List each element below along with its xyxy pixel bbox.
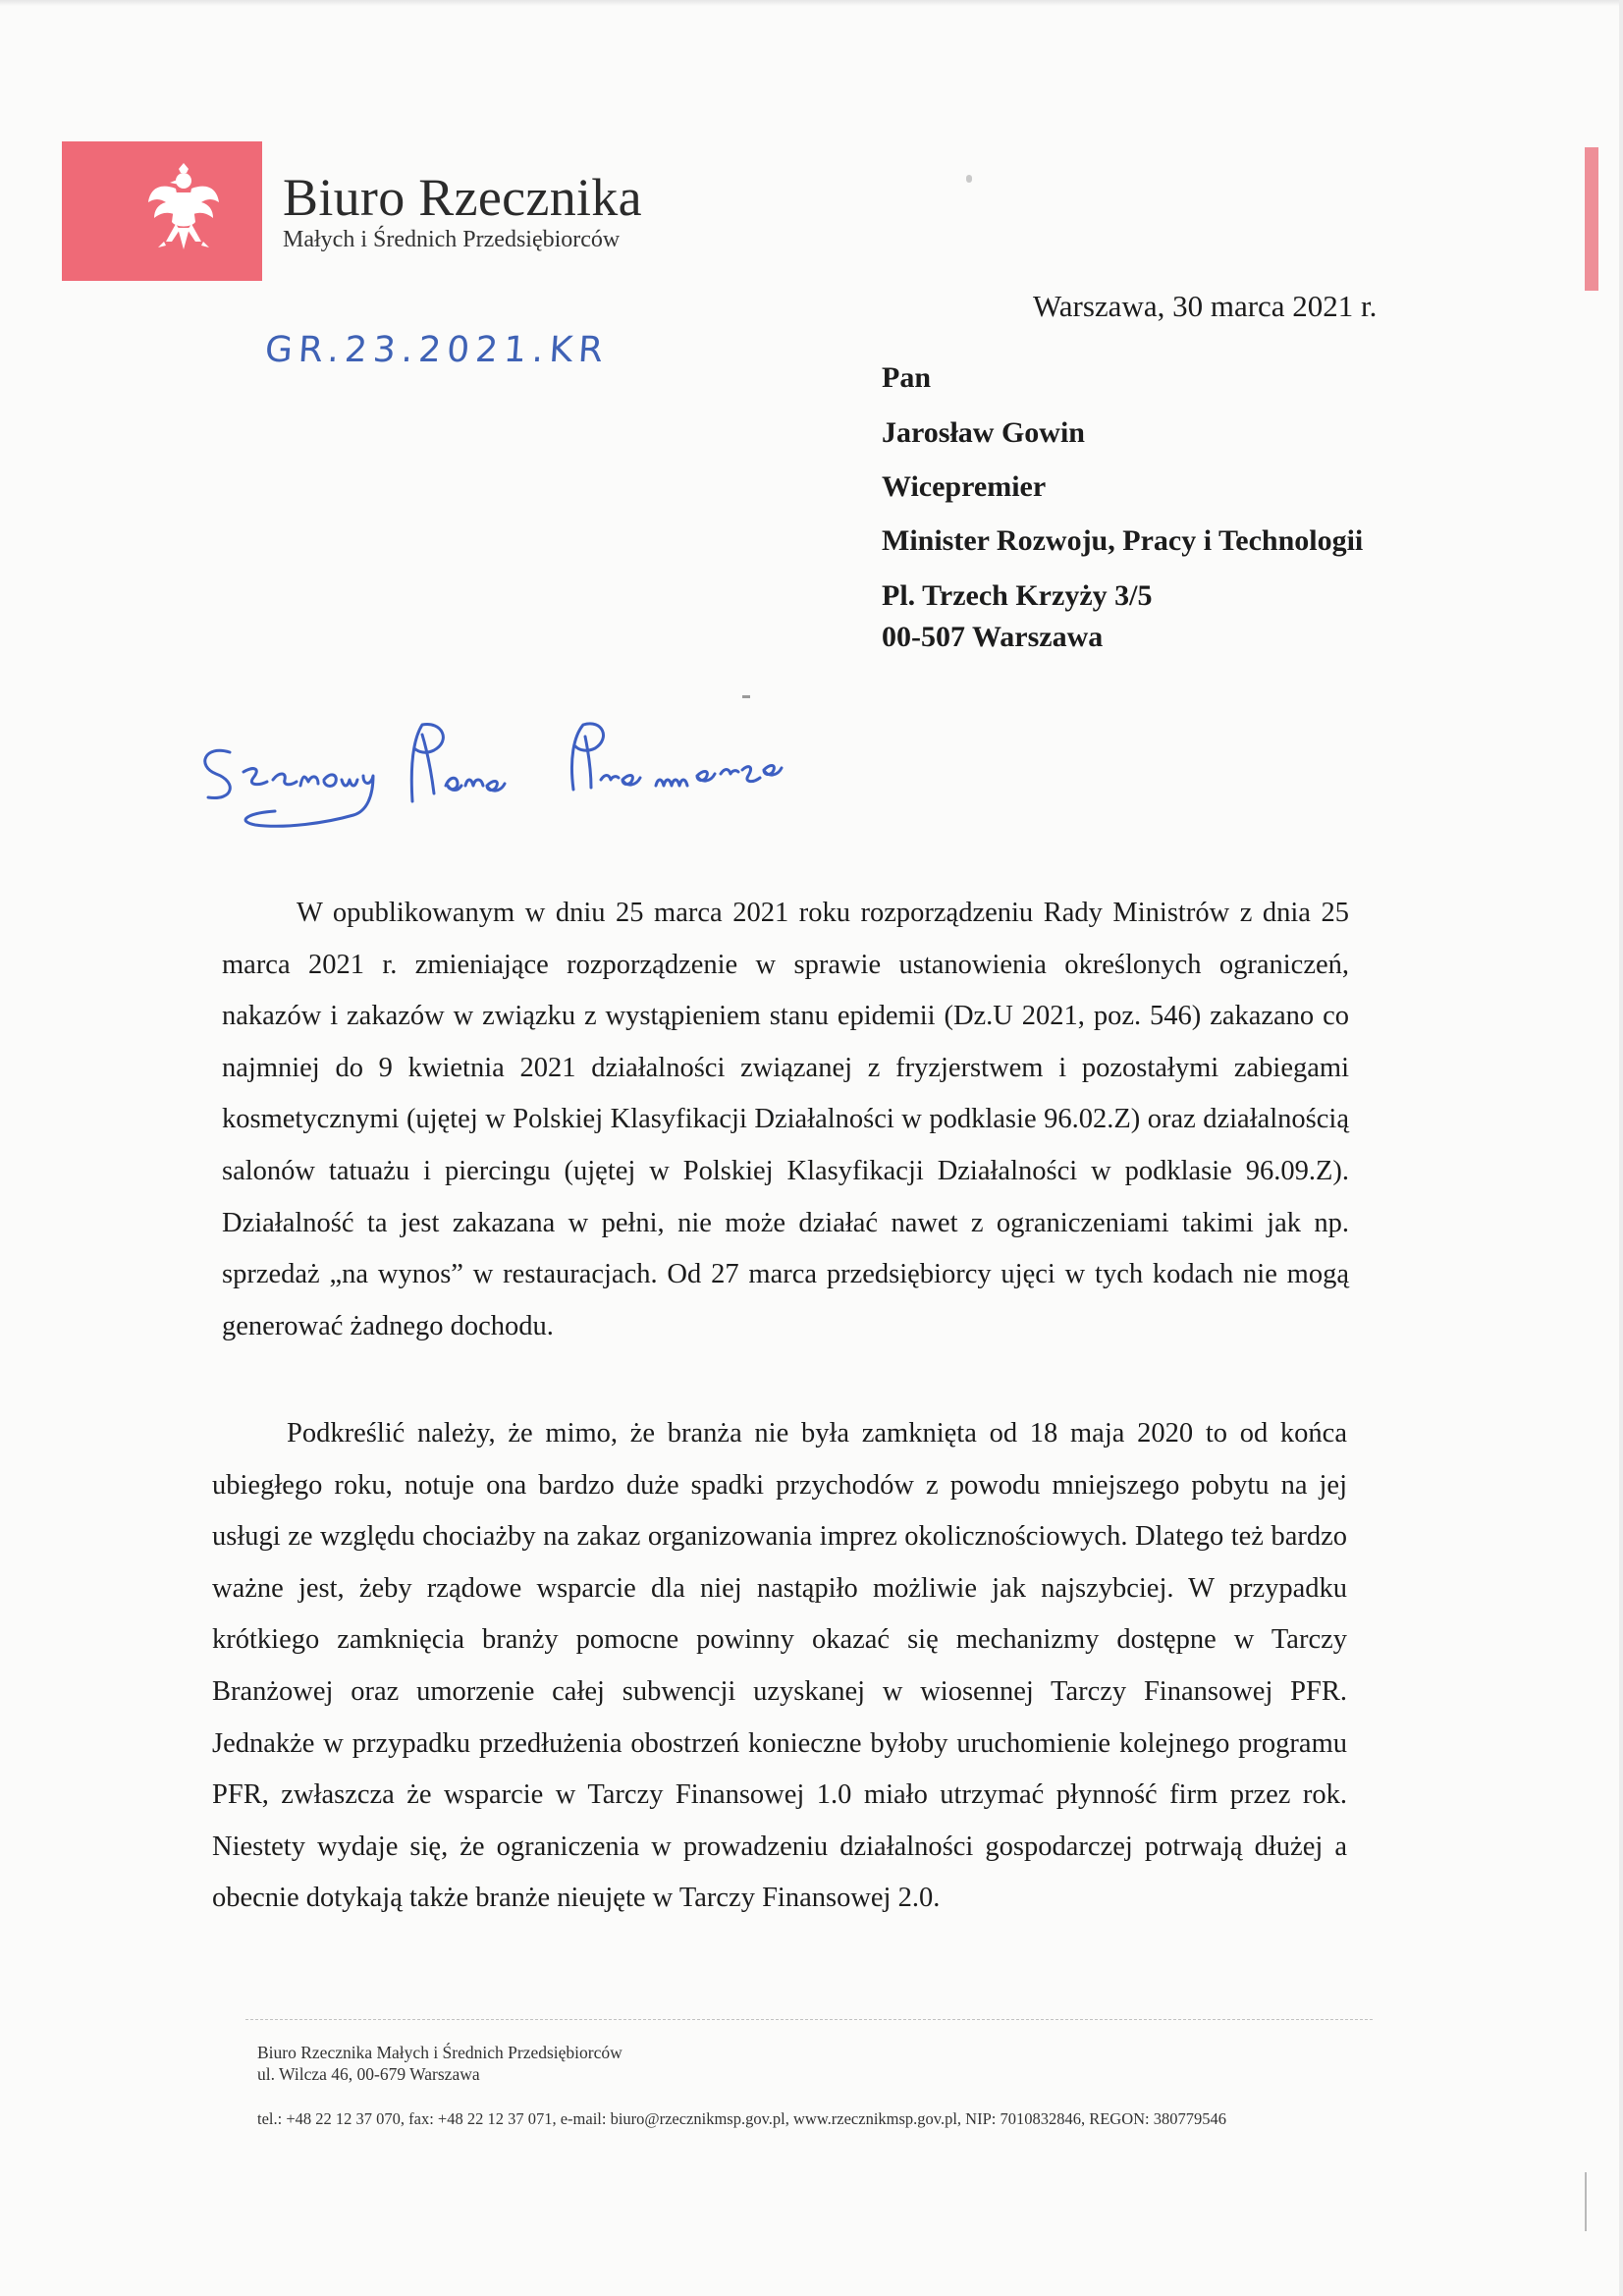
white-eagle-icon [146, 159, 221, 255]
scan-mark [1585, 2172, 1587, 2231]
addressee-line: Pl. Trzech Krzyży 3/5 [882, 579, 1153, 612]
handwritten-greeting [194, 711, 882, 878]
footer-divider [245, 2019, 1373, 2020]
scan-shadow-right [1619, 0, 1623, 2296]
footer-contact-details: tel.: +48 22 12 37 070, fax: +48 22 12 37 071, e-mail: biuro@rzecznikmsp.gov.pl, www.rzecznikmsp.gov.pl, NIP: 7010832846, REGON: 380779546 [257, 2109, 1227, 2128]
body-paragraph: Podkreślić należy, że mimo, że branża nie była zamknięta od 18 maja 2020 to od końca ubiegłego roku, notuje ona bardzo duże spadki przychodów z powodu mniejszego pobytu na jej usługi ze względu chociażby na zakaz organizowania imprez okolicznościowych. Dlatego też bardzo ważne jest, żeby rządowe wsparcie dla niej nastąpiło możliwie jak najszybciej. W przypadku krótkiego zamknięcia branży pomocne powinny okazać się mechanizmy dostępne w Tarczy Branżowej oraz umorzenie całej subwencji uzyskanej w wiosennej Tarczy Finansowej PFR. Jednakże w przypadku przedłużenia obostrzeń konieczne byłoby uruchomienie kolejnego programu PFR, zwłaszcza że wsparcie w Tarczy Finansowej 1.0 miało utrzymać płynność firm przez rok. Niestety wydaje się, że ograniczenia w prowadzeniu działalności gospodarczej potrwają dłużej a obecnie dotykają także branże nieujęte w Tarczy Finansowej 2.0. [212, 1418, 1347, 1914]
letter-date: Warszawa, 30 marca 2021 r. [1033, 289, 1378, 323]
org-title: Biuro Rzecznika [283, 168, 642, 227]
body-paragraph: W opublikowanym w dniu 25 marca 2021 roku rozporządzeniu Rady Ministrów z dnia 25 marca 2021 r. zmieniające rozporządzenie w sprawie ustanowienia określonych ograniczeń, nakazów i zakazów w związku z wystąpieniem stanu epidemii (Dz.U 2021, poz. 546) zakazano co najmniej do 9 kwietnia 2021 działalności związanej z fryzjerstwem i pozostałymi zabiegami kosmetycznymi (ujętej w Polskiej Klasyfikacji Działalności w podklasie 96.02.Z) oraz działalnością salonów tatuażu i piercingu (ujętej w Polskiej Klasyfikacji Działalności w podklasie 96.09.Z). Działalność ta jest zakazana w pełni, nie może działać nawet z ograniczeniami takimi jak np. sprzedaż „na wynos” w restauracjach. Od 27 marca przedsiębiorcy ujęci w tych kodach nie mogą generować żadnego dochodu. [222, 898, 1349, 1341]
addressee-line: Pan [882, 361, 932, 394]
addressee-line: Wicepremier [882, 470, 1047, 503]
scan-mark [742, 695, 750, 698]
footer-org-name: Biuro Rzecznika Małych i Średnich Przedsiębiorców [257, 2043, 622, 2062]
stamped-reference-number: GR.23.2021.KR [263, 330, 611, 370]
scan-speck [966, 175, 972, 183]
addressee-line: Jarosław Gowin [882, 416, 1085, 449]
pink-margin-mark [1585, 147, 1598, 291]
addressee-line: 00-507 Warszawa [882, 621, 1104, 653]
org-subtitle: Małych i Średnich Przedsiębiorców [283, 227, 621, 252]
footer-address: ul. Wilcza 46, 00-679 Warszawa [257, 2064, 480, 2084]
addressee-line: Minister Rozwoju, Pracy i Technologii [882, 524, 1364, 557]
logo-block [62, 141, 262, 281]
scan-shadow-top [0, 0, 1623, 6]
